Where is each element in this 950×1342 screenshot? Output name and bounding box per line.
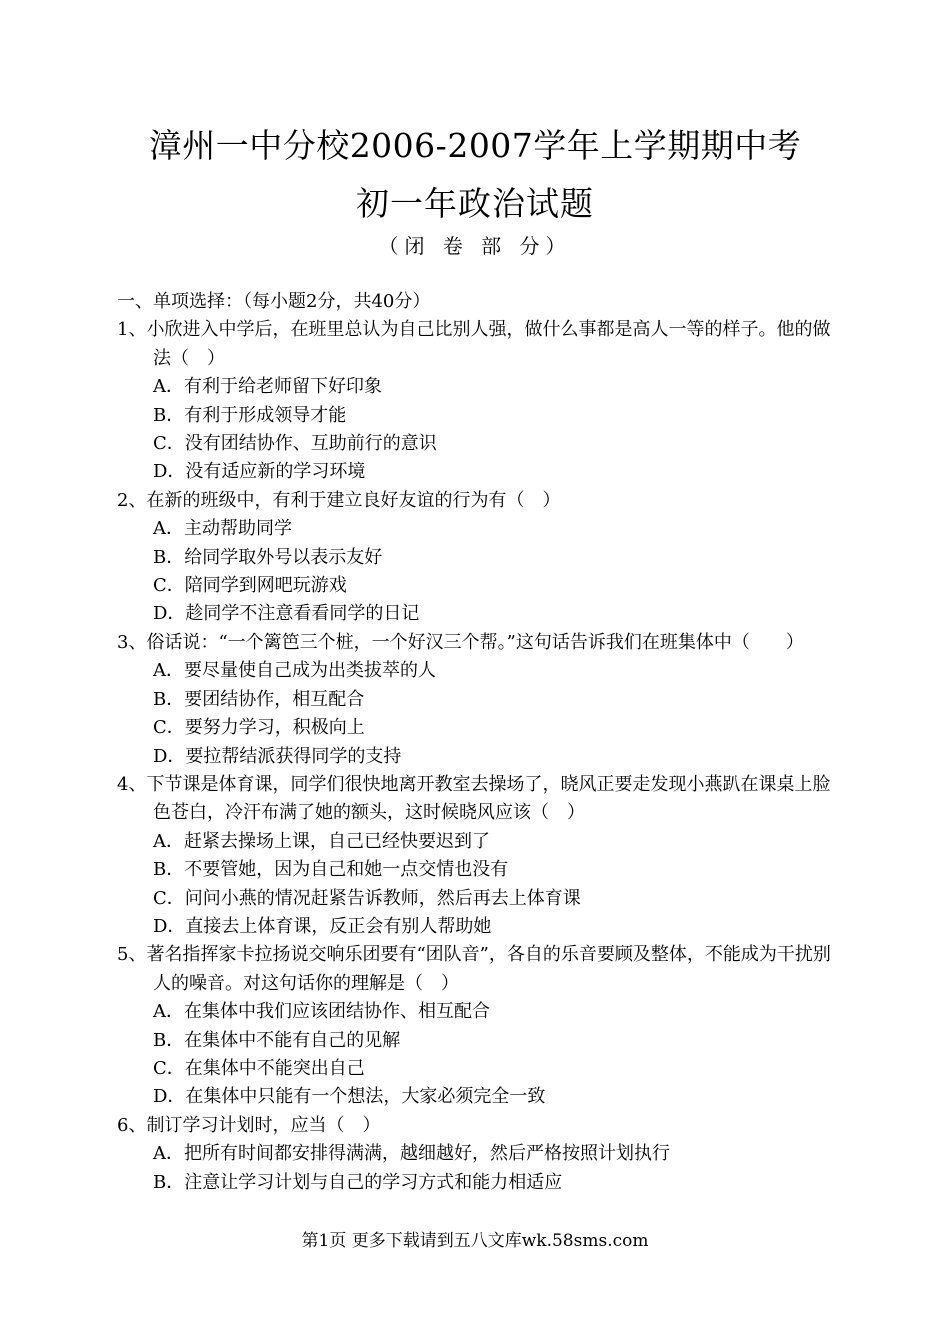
question-stem: 5、著名指挥家卡拉扬说交响乐团要有“团队音”，各自的乐音要顾及整体，不能成为干扰别人的噪音。对这句话你的理解是（ ）: [117, 944, 831, 994]
option-a: A．有利于给老师留下好印象: [153, 376, 382, 398]
option-c: C．要努力学习，积极向上: [153, 717, 365, 739]
option-d: D．要拉帮结派获得同学的支持: [153, 745, 402, 767]
exam-subtitle: （闭 卷 部 分）: [378, 234, 572, 258]
option-a: A．主动帮助同学: [153, 518, 292, 540]
question-3: [117, 629, 835, 771]
exam-title-line1: 漳州一中分校2006-2007学年上学期期中考: [148, 126, 802, 165]
option-b: B．要团结协作，相互配合: [153, 688, 365, 710]
question-stem: 6、制订学习计划时，应当（ ）: [117, 1114, 381, 1136]
question-2: [117, 487, 835, 629]
question-list: [117, 288, 835, 1197]
option-b: B．给同学取外号以表示友好: [153, 546, 383, 568]
option-a: A．把所有时间都安排得满满，越细越好，然后严格按照计划执行: [153, 1143, 670, 1165]
option-b: B．不要管她，因为自己和她一点交情也没有: [153, 859, 509, 881]
section-heading: 一、单项选择：（每小题2分，共40分）: [117, 291, 431, 312]
option-b: B．在集体中不能有自己的见解: [153, 1029, 401, 1051]
option-d: D．在集体中只能有一个想法，大家必须完全一致: [153, 1086, 546, 1108]
question-stem: 1、小欣进入中学后，在班里总认为自己比别人强，做什么事都是高人一等的样子。他的做法（ ）: [117, 319, 831, 369]
option-a: A．在集体中我们应该团结协作、相互配合: [153, 1001, 490, 1023]
option-c: C．陪同学到网吧玩游戏: [153, 575, 347, 597]
exam-title-line2: 初一年政治试题: [356, 184, 594, 223]
option-b: B．有利于形成领导才能: [153, 404, 347, 426]
option-d: D．没有适应新的学习环境: [153, 461, 366, 483]
question-1: [117, 316, 835, 486]
question-6: [117, 1112, 835, 1197]
question-stem: 3、俗话说：“一个篱笆三个桩，一个好汉三个帮。”这句话告诉我们在班集体中（ ）: [117, 631, 804, 653]
question-4: [117, 771, 835, 941]
option-c: C．在集体中不能突出自己: [153, 1057, 365, 1079]
page-footer: 第1页 更多下载请到五八文库wk.58sms.com: [301, 1231, 649, 1251]
option-a: A．要尽量使自己成为出类拔萃的人: [153, 660, 436, 682]
option-d: D．趁同学不注意看看同学的日记: [153, 603, 420, 625]
option-a: A．赶紧去操场上课，自己已经快要迟到了: [153, 830, 490, 852]
question-5: [117, 941, 835, 1111]
option-c: C．问问小燕的情况赶紧告诉教师，然后再去上体育课: [153, 887, 581, 909]
question-stem: 2、在新的班级中，有利于建立良好友谊的行为有（ ）: [117, 489, 561, 511]
option-b: B．注意让学习计划与自己的学习方式和能力相适应: [153, 1171, 563, 1193]
question-stem: 4、下节课是体育课，同学们很快地离开教室去操场了，晓风正要走发现小燕趴在课桌上脸色苍白，冷汗布满了她的额头，这时候晓风应该（ ）: [117, 773, 831, 824]
option-d: D．直接去上体育课，反正会有别人帮助她: [153, 915, 492, 937]
option-c: C．没有团结协作、互助前行的意识: [153, 433, 437, 455]
